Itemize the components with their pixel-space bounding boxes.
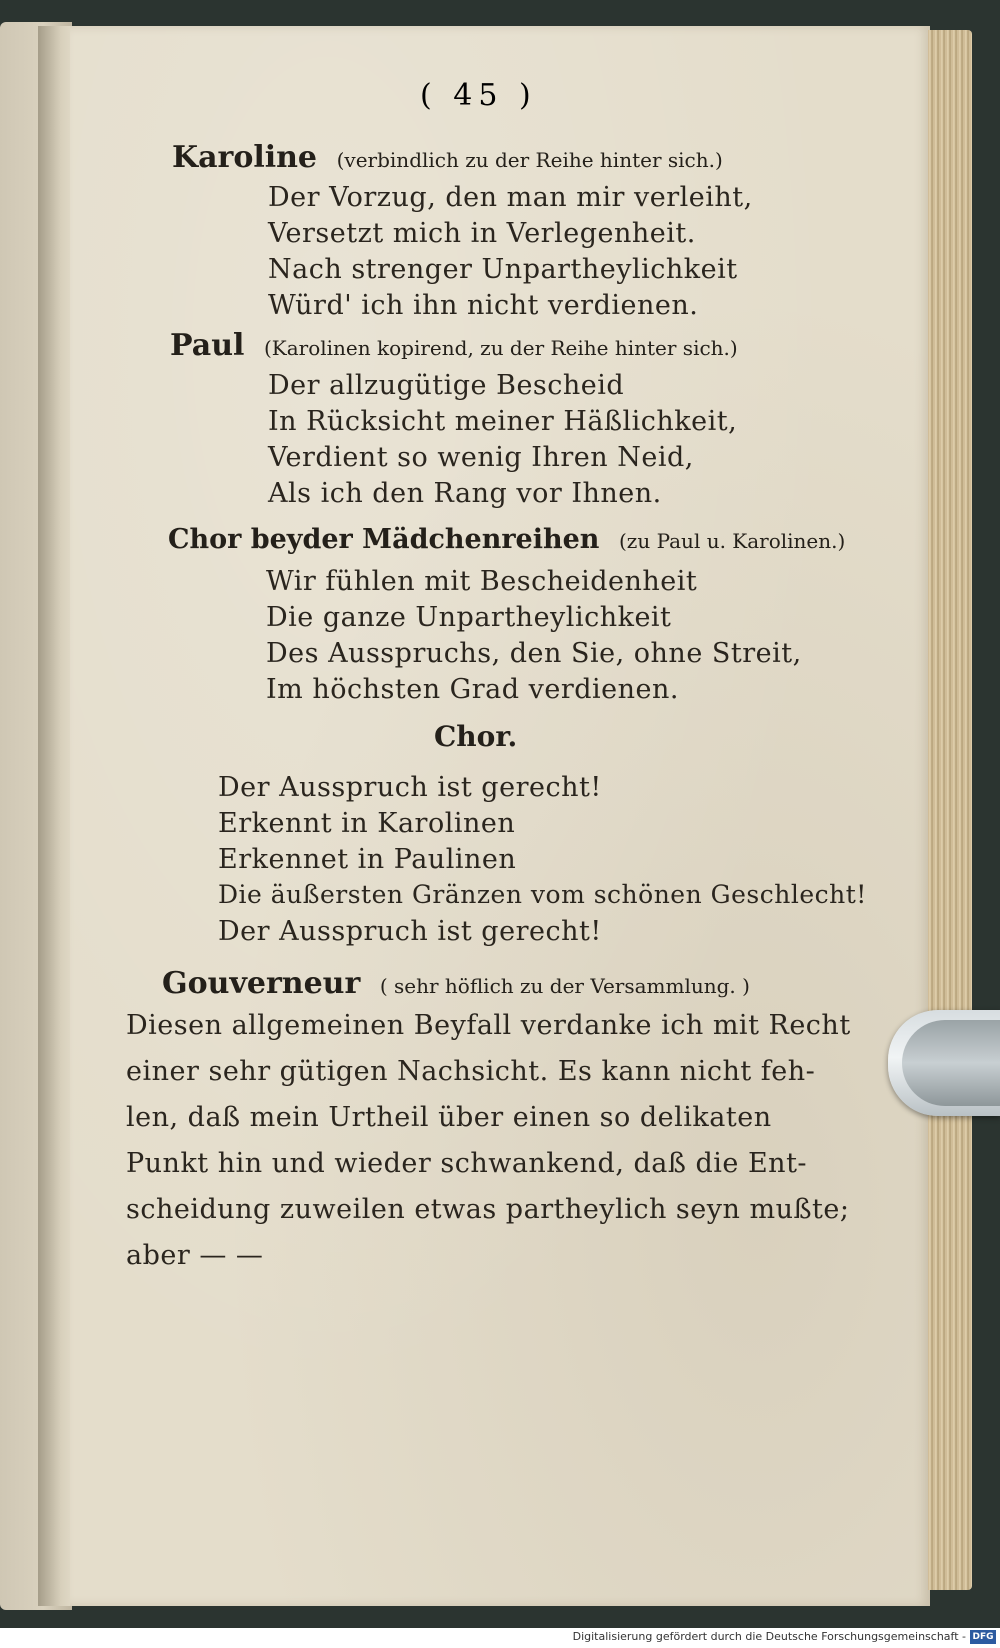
verse-line: Der Vorzug, den man mir verleiht, [268, 182, 753, 213]
prose-line: scheidung zuweilen etwas partheylich seyn mußte; [126, 1194, 850, 1225]
speaker-name: Paul [170, 328, 245, 363]
verse-line: Die ganze Unpartheylichkeit [266, 602, 672, 633]
prose-line: aber — — [126, 1240, 264, 1271]
verse-line: Verdient so wenig Ihren Neid, [268, 442, 694, 473]
footer-bar [0, 1628, 1000, 1648]
verse-line: Des Ausspruchs, den Sie, ohne Streit, [266, 638, 802, 669]
verse-line: Der Ausspruch ist gerecht! [218, 916, 602, 947]
prose-line: Punkt hin und wieder schwankend, daß die Ent- [126, 1148, 808, 1179]
verse-line: Nach strenger Unpartheylichkeit [268, 254, 738, 285]
dfg-logo: DFG [970, 1630, 996, 1644]
speaker-name: Chor beyder Mädchenreihen [168, 524, 600, 555]
speaker-karoline [172, 140, 723, 175]
stage-direction: (verbindlich zu der Reihe hinter sich.) [336, 148, 723, 172]
verse-line: Die äußersten Gränzen vom schönen Geschlecht! [218, 880, 867, 909]
verse-line: Wir fühlen mit Bescheidenheit [266, 566, 698, 597]
speaker-name: Karoline [172, 140, 318, 175]
stage-direction: (zu Paul u. Karolinen.) [619, 529, 846, 553]
page-edges [928, 30, 972, 1590]
verse-line: Erkennt in Karolinen [218, 808, 516, 839]
verse-line: In Rücksicht meiner Häßlichkeit, [268, 406, 738, 437]
verse-line: Würd' ich ihn nicht verdienen. [268, 290, 699, 321]
prose-line: einer sehr gütigen Nachsicht. Es kann nicht feh- [126, 1056, 816, 1087]
verse-line: Im höchsten Grad verdienen. [266, 674, 679, 705]
prose-line: len, daß mein Urtheil über einen so delikaten [126, 1102, 772, 1133]
stage-direction: ( sehr höflich zu der Versammlung. ) [379, 974, 750, 998]
footer-credit: Digitalisierung gefördert durch die Deutsche Forschungsgemeinschaft - [572, 1630, 966, 1643]
verse-line: Versetzt mich in Verlegenheit. [268, 218, 696, 249]
verse-line: Der allzugütige Bescheid [268, 370, 625, 401]
stage-direction: (Karolinen kopirend, zu der Reihe hinter sich.) [263, 336, 738, 360]
speaker-name: Gouverneur [162, 966, 361, 1001]
speaker-paul [170, 328, 738, 363]
verse-line: Der Ausspruch ist gerecht! [218, 772, 602, 803]
prose-line: Diesen allgemeinen Beyfall verdanke ich mit Recht [126, 1010, 851, 1041]
verse-line: Als ich den Rang vor Ihnen. [268, 478, 662, 509]
speaker-chor-maedchen [168, 524, 845, 555]
verse-line: Erkennet in Paulinen [218, 844, 517, 875]
page-number: ( 45 ) [420, 78, 537, 113]
section-heading: Chor. [434, 720, 518, 753]
speaker-gouverneur [162, 966, 750, 1001]
page-clip-inner [902, 1020, 1000, 1106]
